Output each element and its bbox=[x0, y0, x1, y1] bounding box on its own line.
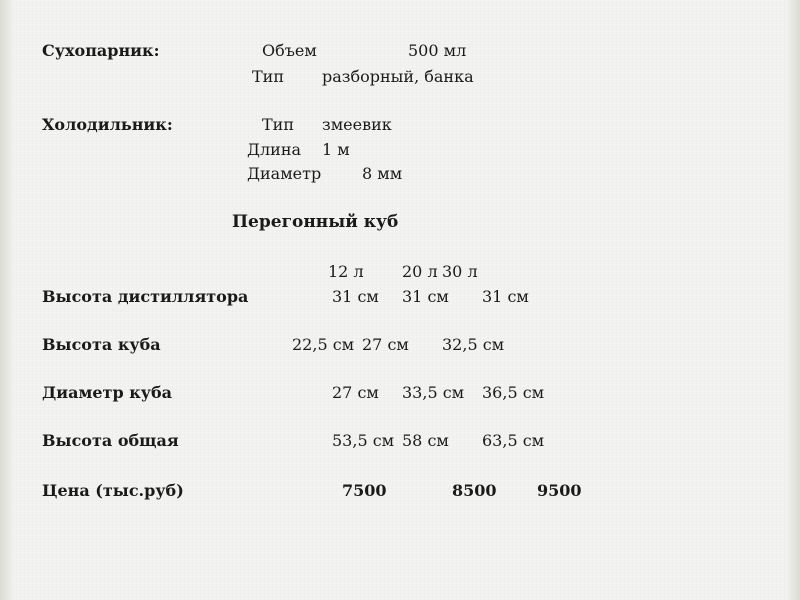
row-label: Высота куба bbox=[42, 335, 161, 354]
still-pot-heading: Перегонный куб bbox=[232, 212, 399, 232]
table-cell: 8500 bbox=[452, 481, 497, 500]
condenser-type-label: Тип bbox=[262, 115, 294, 134]
column-header: 30 л bbox=[442, 262, 478, 281]
condenser-diameter-label: Диаметр bbox=[247, 164, 322, 183]
table-cell: 9500 bbox=[537, 481, 582, 500]
row-label: Диаметр куба bbox=[42, 383, 173, 402]
table-cell: 27 см bbox=[362, 335, 409, 354]
table-cell: 31 см bbox=[402, 287, 449, 306]
dry-steamer-type-value: разборный, банка bbox=[322, 67, 474, 86]
table-cell: 32,5 см bbox=[442, 335, 505, 354]
table-cell: 36,5 см bbox=[482, 383, 545, 402]
dry-steamer-label: Сухопарник: bbox=[42, 41, 160, 60]
table-cell: 53,5 см bbox=[332, 431, 395, 450]
condenser-label: Холодильник: bbox=[42, 115, 173, 134]
condenser-type-value: змеевик bbox=[322, 115, 392, 134]
table-cell: 33,5 см bbox=[402, 383, 465, 402]
table-cell: 27 см bbox=[332, 383, 379, 402]
row-label: Высота дистиллятора bbox=[42, 287, 249, 306]
column-header: 20 л bbox=[402, 262, 438, 281]
condenser-length-label: Длина bbox=[247, 140, 302, 159]
right-decor-bar bbox=[787, 0, 800, 600]
table-cell: 58 см bbox=[402, 431, 449, 450]
condenser-length-value: 1 м bbox=[322, 140, 350, 159]
table-cell: 22,5 см bbox=[292, 335, 355, 354]
row-label: Высота общая bbox=[42, 431, 179, 450]
dry-steamer-volume-label: Объем bbox=[262, 41, 317, 60]
table-cell: 31 см bbox=[482, 287, 529, 306]
dry-steamer-type-label: Тип bbox=[252, 67, 284, 86]
left-decor-bar bbox=[0, 0, 13, 600]
column-header: 12 л bbox=[328, 262, 364, 281]
dry-steamer-volume-value: 500 мл bbox=[408, 41, 467, 60]
table-cell: 63,5 см bbox=[482, 431, 545, 450]
condenser-diameter-value: 8 мм bbox=[362, 164, 403, 183]
row-label: Цена (тыс.руб) bbox=[42, 481, 184, 500]
table-cell: 7500 bbox=[342, 481, 387, 500]
table-cell: 31 см bbox=[332, 287, 379, 306]
